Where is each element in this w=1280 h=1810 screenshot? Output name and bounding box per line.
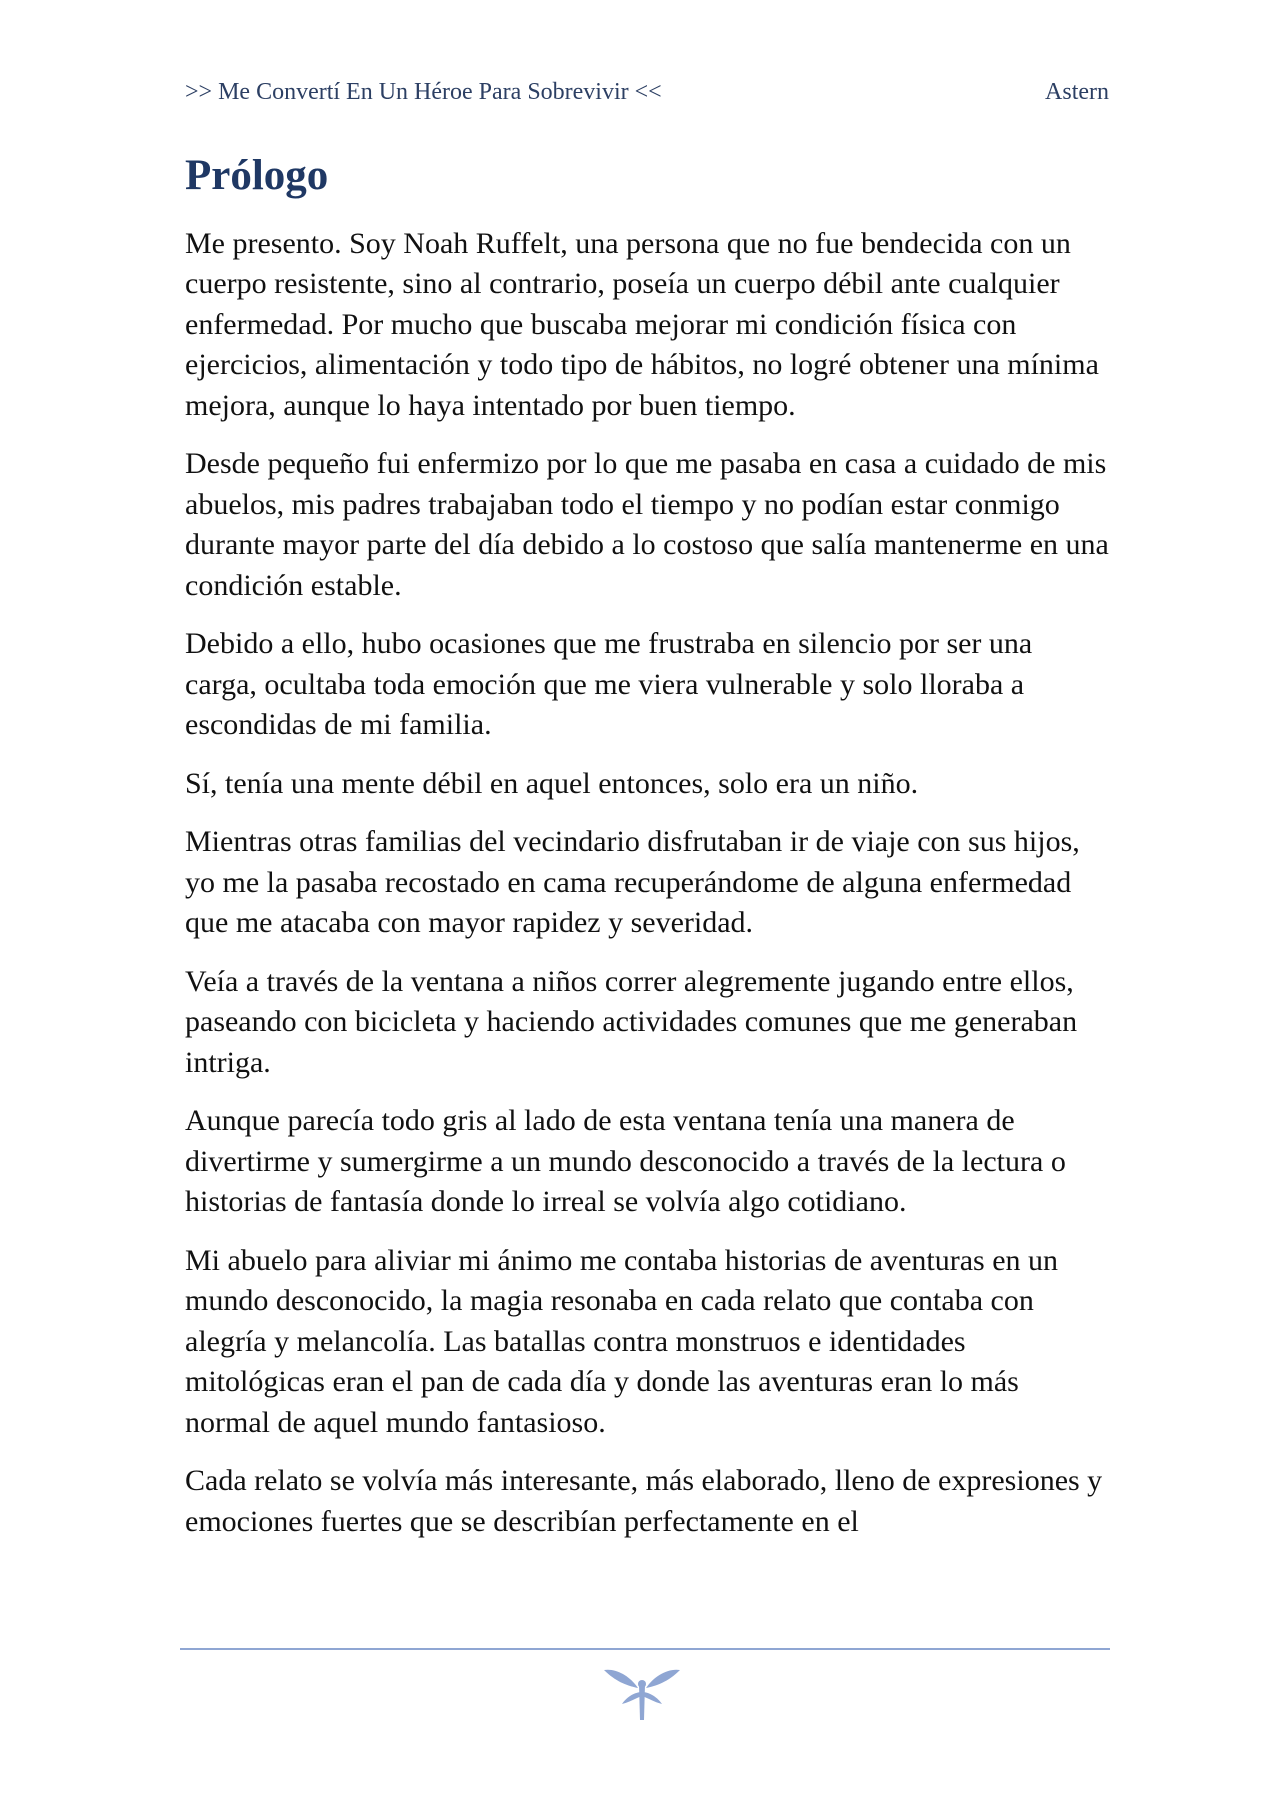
- fleuron-ornament-icon: [602, 1662, 682, 1722]
- paragraph: Mi abuelo para aliviar mi ánimo me contaba historias de aventuras en un mundo desconocido, la magia resonaba en cada relato que contaba con alegría y melancolía. Las batallas contra monstruos e identidades mitológicas eran el pan de cada día y donde las aventuras eran lo más normal de aquel mundo fantasioso.: [185, 1243, 1059, 1439]
- paragraph: Debido a ello, hubo ocasiones que me frustraba en silencio por ser una carga, ocultaba toda emoción que me viera vulnerable y solo lloraba a escondidas de mi familia.: [185, 627, 1033, 742]
- paragraph: Aunque parecía todo gris al lado de esta ventana tenía una manera de divertirme y sumergirme a un mundo desconocido a través de la lectura o historias de fantasía donde lo irreal se volvía algo cotidiano.: [185, 1104, 1066, 1219]
- footer-divider: [180, 1648, 1110, 1650]
- header-author: Astern: [1045, 78, 1109, 105]
- paragraph: Desde pequeño fui enfermizo por lo que me pasaba en casa a cuidado de mis abuelos, mis padres trabajaban todo el tiempo y no podían estar conmigo durante mayor parte del día debido a lo costoso que salía mantenerme en una condición estable.: [185, 447, 1109, 602]
- running-header: [185, 76, 1109, 108]
- paragraph: Mientras otras familias del vecindario disfrutaban ir de viaje con sus hijos, yo me la pasaba recostado en cama recuperándome de alguna enfermedad que me atacaba con mayor rapidez y severidad.: [185, 825, 1080, 940]
- chapter-content: [185, 150, 1110, 1560]
- paragraph: Cada relato se volvía más interesante, más elaborado, lleno de expresiones y emociones fuertes que se describían perfectamente en el: [185, 1464, 1103, 1538]
- paragraph: Sí, tenía una mente débil en aquel entonces, solo era un niño.: [185, 766, 919, 800]
- header-book-title: >> Me Convertí En Un Héroe Para Sobrevivir <<: [185, 78, 662, 105]
- paragraph: Veía a través de la ventana a niños correr alegremente jugando entre ellos, paseando con bicicleta y haciendo actividades comunes que me generaban intriga.: [185, 964, 1078, 1079]
- chapter-title: Prólogo: [185, 152, 329, 199]
- paragraph: Me presento. Soy Noah Ruffelt, una persona que no fue bendecida con un cuerpo resistente, sino al contrario, poseía un cuerpo débil ante cualquier enfermedad. Por mucho que buscaba mejorar mi condición física con ejercicios, alimentación y todo tipo de hábitos, no logré obtener una mínima mejora, aunque lo haya intentado por buen tiempo.: [185, 226, 1099, 422]
